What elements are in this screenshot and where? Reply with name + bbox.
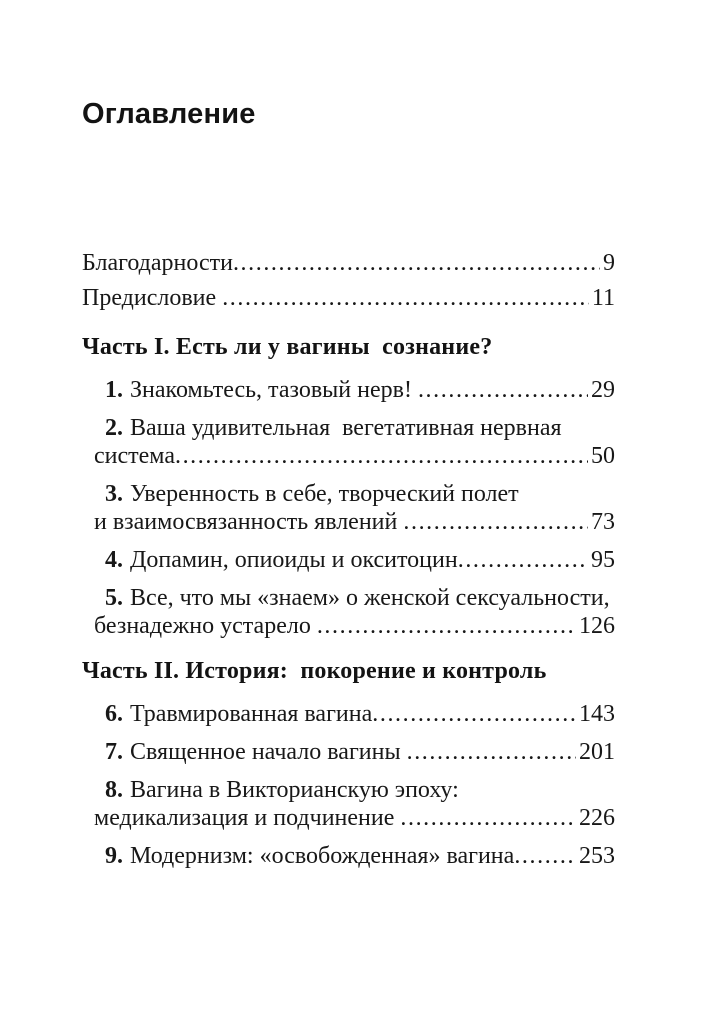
entry-text: Травмированная вагина xyxy=(130,701,373,727)
entry-text: Допамин, опиоиды и окситоцин xyxy=(130,547,458,573)
entry-line xyxy=(94,804,615,832)
dot-leader xyxy=(403,508,588,536)
entry-line xyxy=(94,480,615,508)
part-heading: Часть II. История: покорение и контроль xyxy=(82,658,547,684)
toc-content xyxy=(82,0,615,880)
entry-text: Модернизм: «освобожденная» вагина xyxy=(130,843,515,869)
page-title: Оглавление xyxy=(82,98,256,130)
entry-title: Предисловие xyxy=(82,285,223,311)
dot-leader xyxy=(372,700,576,728)
entry-text: Вагина в Викторианскую эпоху: xyxy=(130,777,459,803)
entry-number: 1. xyxy=(105,377,123,403)
dot-leader xyxy=(233,246,600,281)
page-number: 9 xyxy=(603,250,615,276)
entry-line xyxy=(94,584,615,612)
dot-leader xyxy=(514,842,576,870)
page-number: 29 xyxy=(591,377,615,403)
entry-number: 5. xyxy=(105,585,123,611)
page-number: 50 xyxy=(591,443,615,469)
page-number: 201 xyxy=(579,739,615,765)
entry-line xyxy=(94,700,615,728)
page-number: 226 xyxy=(579,805,615,831)
entry-text: безнадежно устарело xyxy=(94,613,317,639)
front-matter-entry xyxy=(82,281,615,316)
dot-leader xyxy=(400,804,576,832)
entry-text: Ваша удивительная вегетативная нервная xyxy=(130,415,562,441)
dot-leader xyxy=(222,281,589,316)
entry-number: 8. xyxy=(105,777,123,803)
toc-entry xyxy=(94,776,615,832)
entry-line xyxy=(94,776,615,804)
toc-entry xyxy=(94,700,615,728)
toc-entry xyxy=(94,546,615,574)
entry-title: Благодарности xyxy=(82,250,233,276)
entry-text: Все, что мы «знаем» о женской сексуальности, xyxy=(130,585,610,611)
dot-leader xyxy=(407,738,576,766)
entry-line xyxy=(94,612,615,640)
entry-text: система xyxy=(94,443,175,469)
dot-leader xyxy=(458,546,588,574)
entry-number: 6. xyxy=(105,701,123,727)
toc-entry xyxy=(94,414,615,470)
part-heading: Часть I. Есть ли у вагины сознание? xyxy=(82,334,493,360)
dot-leader xyxy=(175,442,588,470)
entry-line xyxy=(94,546,615,574)
toc xyxy=(82,246,615,870)
entry-line xyxy=(94,442,615,470)
toc-entry xyxy=(94,738,615,766)
entry-text: и взаимосвязанность явлений xyxy=(94,509,404,535)
entry-number: 2. xyxy=(105,415,123,441)
entry-line xyxy=(94,414,615,442)
page-number: 73 xyxy=(591,509,615,535)
page-number: 126 xyxy=(579,613,615,639)
toc-entry xyxy=(94,376,615,404)
dot-leader xyxy=(418,376,588,404)
page-number: 11 xyxy=(591,285,615,311)
toc-entry xyxy=(94,480,615,536)
toc-entry xyxy=(94,584,615,640)
entry-number: 7. xyxy=(105,739,123,765)
entry-line xyxy=(94,842,615,870)
entry-number: 3. xyxy=(105,481,123,507)
entry-number: 9. xyxy=(105,843,123,869)
entry-text: Священное начало вагины xyxy=(130,739,407,765)
toc-entry xyxy=(94,842,615,870)
entry-line xyxy=(94,508,615,536)
page-number: 95 xyxy=(591,547,615,573)
page-number: 143 xyxy=(579,701,615,727)
entry-text: Уверенность в себе, творческий полет xyxy=(130,481,519,507)
entry-line xyxy=(94,738,615,766)
entry-line xyxy=(94,376,615,404)
entry-number: 4. xyxy=(105,547,123,573)
dot-leader xyxy=(317,612,576,640)
front-matter-entry xyxy=(82,246,615,281)
entry-text: медикализация и подчинение xyxy=(94,805,401,831)
front-matter-list xyxy=(82,246,615,316)
entry-text: Знакомьтесь, тазовый нерв! xyxy=(130,377,418,403)
page-number: 253 xyxy=(579,843,615,869)
